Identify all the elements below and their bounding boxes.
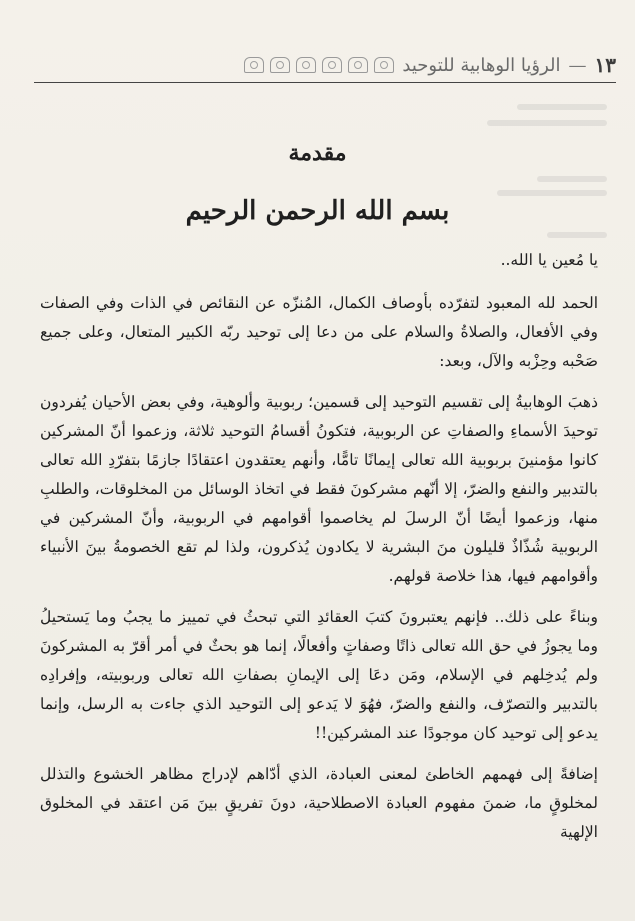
ornament-icon — [296, 57, 316, 73]
paragraph: ذهبَ الوهابيةُ إلى تقسيم التوحيد إلى قسمين؛ ربوبية وألوهية، وفي بعض الأحيان يُفردون توحيدَ الأسماءِ والصفاتِ عن الربوبية، فتكونُ أقسامُ التوحيد ثلاثة، وزعموا أنّ المشركين كانوا مؤمنينَ بربوبية الله تعالى إيمانًا تامًّا، وأنهم يعتقدون اعتقادًا جازمًا بتفرّدِ الله تعالى بالتدبير والنفع والضرّ، إلا أنّهم مشركونَ فقط في اتخاذ الوسائل من المخلوقات، والطلبِ منها، وزعموا أيضًا أنّ الرسلَ لم يخاصموا أقوامهم في الربوبية، وأنّ المشركين في الربوبية شُذّاذٌ قليلون منَ البشرية لا يكادون يُذكرون، ولذا لم تقع الخصومةُ بينَ الأنبياء وأقوامهم فيها، هذا خلاصة قولهم. — [40, 393, 598, 585]
bleed-through-mark — [547, 232, 607, 238]
basmala-heading: بسم الله الرحمن الرحيم — [185, 196, 450, 226]
header-title: الرؤيا الوهابية للتوحيد — [402, 54, 561, 76]
paragraph: يا مُعين يا الله.. — [500, 251, 598, 269]
ornament-icon — [348, 57, 368, 73]
section-heading: مقدمة — [288, 140, 347, 166]
header-ornaments — [244, 57, 394, 73]
ornament-icon — [244, 57, 264, 73]
paragraph: إضافةً إلى فهمهم الخاطئ لمعنى العبادة، الذي أدّاهم لإدراج مظاهر الخشوع والتذلل لمخلوقٍ ما، ضمنَ مفهوم العبادة الاصطلاحية، دونَ تفريقٍ بينَ مَن اعتقد في المخلوق الإلهية — [40, 765, 598, 841]
ornament-icon — [270, 57, 290, 73]
body-text — [40, 246, 598, 859]
header-rule — [34, 82, 616, 83]
bleed-through-mark — [487, 120, 607, 126]
page-number: ١٣ — [594, 53, 616, 77]
ornament-icon — [374, 57, 394, 73]
bleed-through-mark — [517, 104, 607, 110]
paragraph: الحمد لله المعبود لتفرّده بأوصاف الكمال، المُنزّه عن النقائص في الذات وفي الصفات وفي الأفعال، والصلاةُ والسلام على من دعا إلى توحيد ربّه الكبير المتعال، وعلى جميع صَحْبه وحِزْبه والآل، وبعد: — [40, 294, 598, 370]
paragraph: وبناءً على ذلك.. فإنهم يعتبرونَ كتبَ العقائدِ التي تبحثُ في تمييز ما يجبُ وما يَستحيلُ وما يجوزُ في حق الله تعالى ذاتًا وصفاتٍ وأفعالًا، إنما هو بحثٌ في أمر أقرّ به المشركونَ ولم يُدخِلهم في الإسلام، ومَن دعَا إلى الإيمانِ بصفاتِ الله تعالى وربوبيته، وإفرادِه بالتدبير والتصرّف، والنفع والضرّ، فهُوَ لا يَدعو إلى التوحيد الذي جاءت به الرسل، وإنما يدعو إلى توحيد كان موجودًا عند المشركين!! — [40, 608, 598, 742]
header-separator: — — [568, 54, 587, 76]
running-header — [34, 50, 616, 80]
ornament-icon — [322, 57, 342, 73]
bleed-through-mark — [537, 176, 607, 182]
